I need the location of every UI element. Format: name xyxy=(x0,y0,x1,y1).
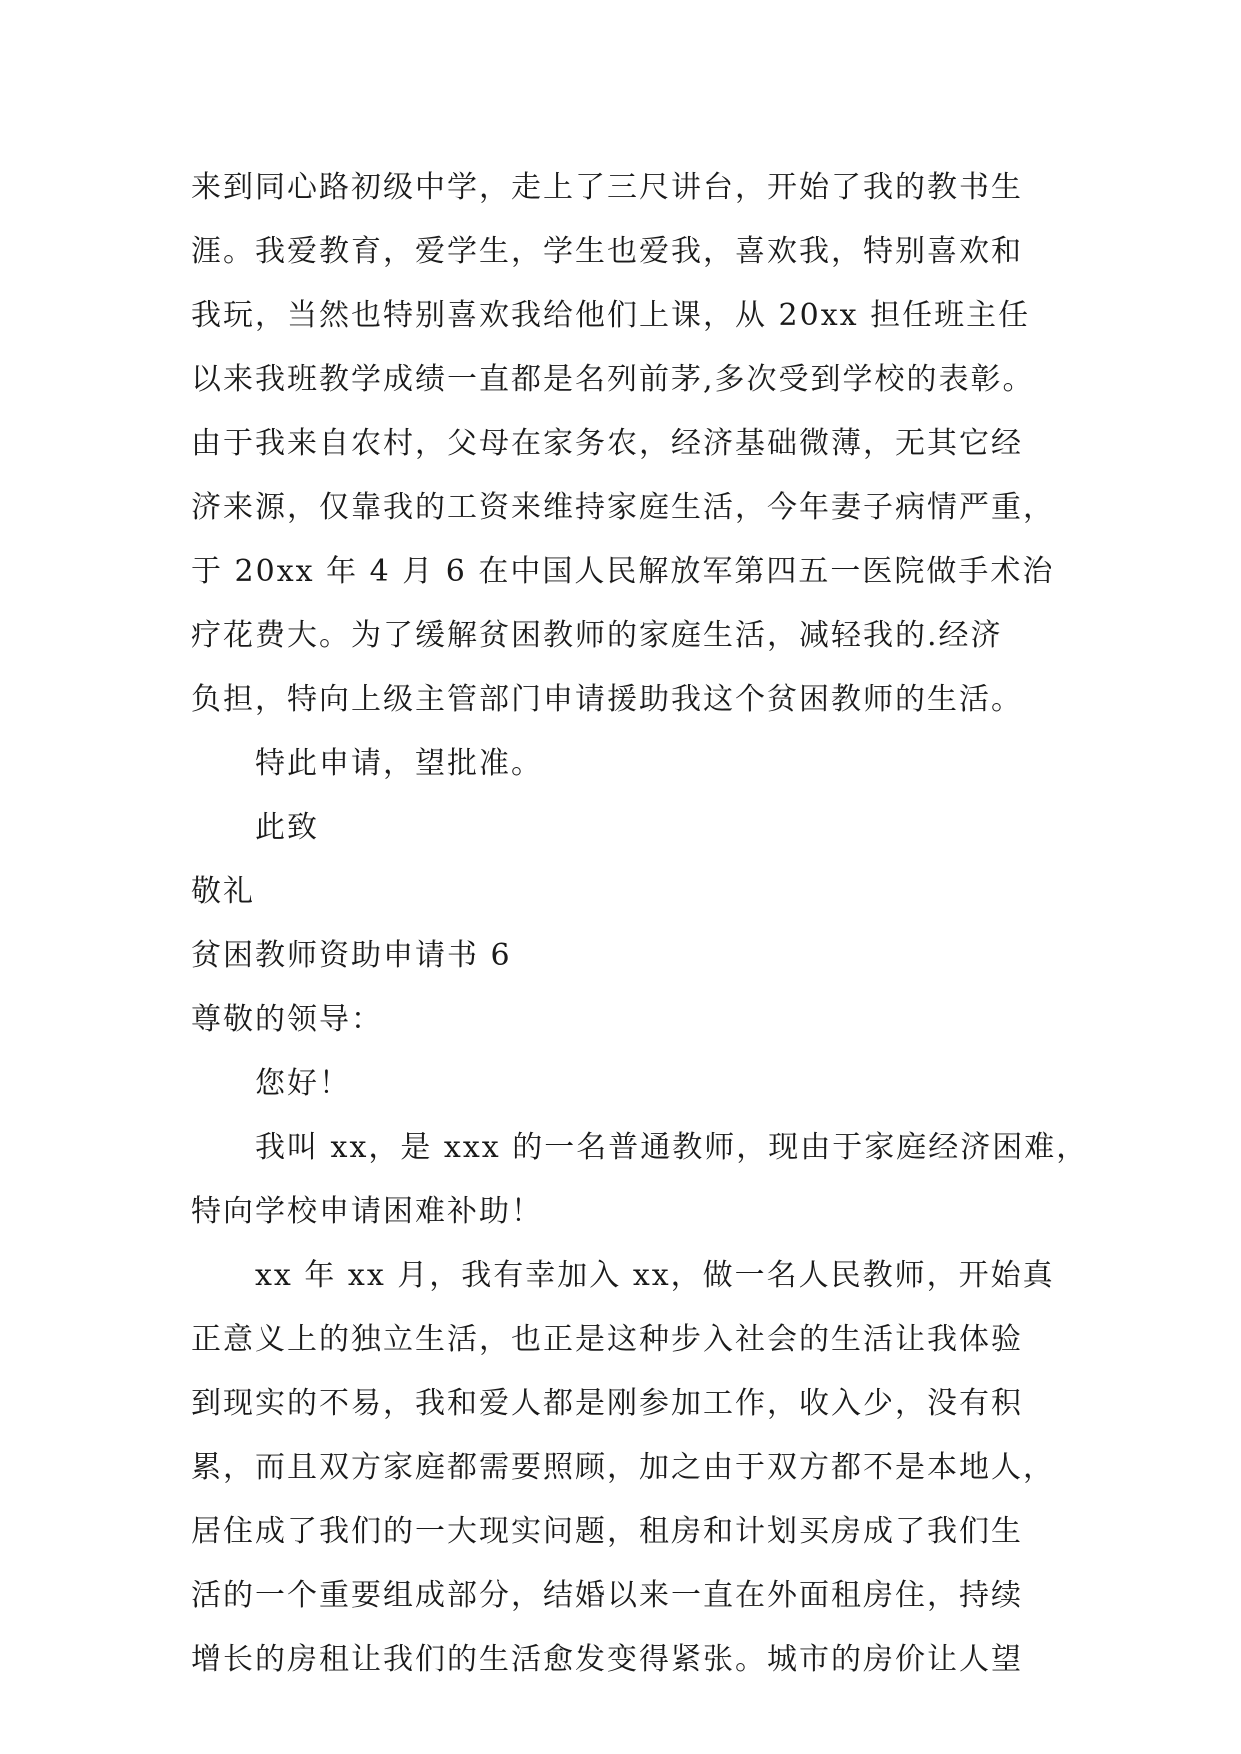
document-line: 济来源，仅靠我的工资来维持家庭生活，今年妻子病情严重， xyxy=(191,490,1055,525)
document-line: 来到同心路初级中学，走上了三尺讲台，开始了我的教书生 xyxy=(191,170,1023,205)
document-line: 我叫 xx，是 xxx 的一名普通教师，现由于家庭经济困难， xyxy=(255,1130,1089,1165)
salutation-closing: 此致 xyxy=(255,810,319,845)
document-line: 累，而且双方家庭都需要照顾，加之由于双方都不是本地人， xyxy=(191,1450,1055,1485)
document-line: 由于我来自农村，父母在家务农，经济基础微薄，无其它经 xyxy=(191,426,1023,461)
document-line: 于 20xx 年 4 月 6 在中国人民解放军第四五一医院做手术治 xyxy=(191,554,1055,589)
greeting-hello: 您好！ xyxy=(255,1066,351,1101)
document-line: xx 年 xx 月，我有幸加入 xx，做一名人民教师，开始真 xyxy=(255,1258,1055,1293)
salutation-regards: 敬礼 xyxy=(191,874,255,909)
document-line: 疗花费大。为了缓解贫困教师的家庭生活，减轻我的.经济 xyxy=(191,618,1003,653)
document-line: 活的一个重要组成部分，结婚以来一直在外面租房住，持续 xyxy=(191,1578,1023,1613)
document-line: 涯。我爱教育，爱学生，学生也爱我，喜欢我，特别喜欢和 xyxy=(191,234,1023,269)
greeting-addressee: 尊敬的领导： xyxy=(191,1002,383,1037)
document-line: 我玩，当然也特别喜欢我给他们上课，从 20xx 担任班主任 xyxy=(191,298,1031,333)
document-line: 到现实的不易，我和爱人都是刚参加工作，收入少，没有积 xyxy=(191,1386,1023,1421)
document-line: 以来我班教学成绩一直都是名列前茅,多次受到学校的表彰。 xyxy=(191,362,1035,397)
document-line: 特向学校申请困难补助！ xyxy=(191,1194,543,1229)
closing-request: 特此申请，望批准。 xyxy=(255,746,543,781)
document-line: 正意义上的独立生活，也正是这种步入社会的生活让我体验 xyxy=(191,1322,1023,1357)
document-body xyxy=(191,156,1089,1692)
document-line: 居住成了我们的一大现实问题，租房和计划买房成了我们生 xyxy=(191,1514,1023,1549)
document-line: 负担，特向上级主管部门申请援助我这个贫困教师的生活。 xyxy=(191,682,1023,717)
document-line: 增长的房租让我们的生活愈发变得紧张。城市的房价让人望 xyxy=(191,1642,1023,1677)
section-title: 贫困教师资助申请书 6 xyxy=(191,938,512,973)
